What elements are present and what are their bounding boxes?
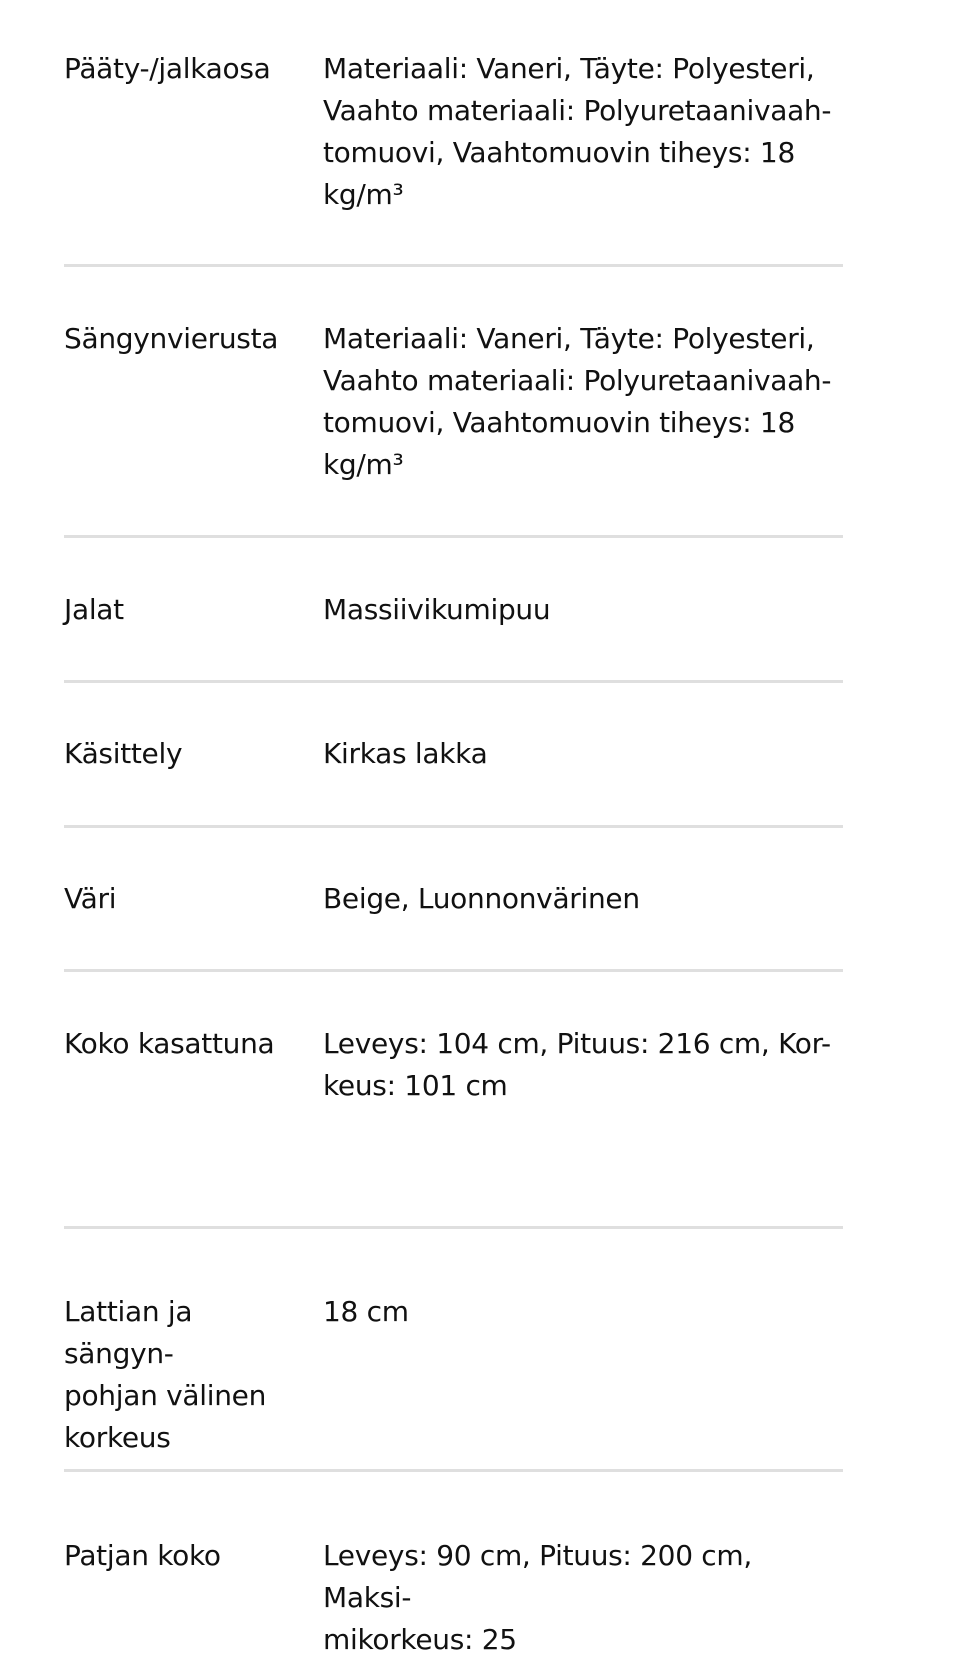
spec-value-line: mikorkeus: 25 [323,1623,517,1656]
spec-value [323,878,843,920]
spec-label: Pääty-/jalkaosa [64,52,271,85]
spec-value-line: Materiaali: Vaneri, Täyte: Polyesteri, [323,322,815,355]
spec-value-line: tomuovi, Vaahtomuovin tiheys: 18 [323,406,795,439]
spec-value [323,1535,843,1661]
spec-value-line: Leveys: 104 cm, Pituus: 216 cm, Kor- [323,1027,831,1060]
spec-label-line: korkeus [64,1421,171,1454]
spec-label: Käsittely [64,737,183,770]
divider [64,1469,843,1472]
spec-value-line: kg/m³ [323,448,404,481]
spec-value-line: Beige, Luonnonvärinen [323,882,640,915]
spec-value-line: tomuovi, Vaahtomuovin tiheys: 18 [323,136,795,169]
spec-value-line: Leveys: 90 cm, Pituus: 200 cm, Maksi- [323,1539,752,1614]
spec-label: Sängynvierusta [64,322,279,355]
spec-value [323,1023,843,1107]
spec-value [323,733,843,775]
spec-value [323,1291,843,1333]
spec-value-line: kg/m³ [323,178,404,211]
divider [64,264,843,267]
spec-value [323,318,843,486]
spec-value-line: Massiivikumipuu [323,593,551,626]
divider [64,1226,843,1229]
spec-value-line: keus: 101 cm [323,1069,508,1102]
spec-label: Jalat [64,593,124,626]
spec-value [323,589,843,631]
spec-label: Patjan koko [64,1539,221,1572]
divider [64,969,843,972]
spec-label [64,1291,309,1459]
spec-value-line: 18 cm [323,1295,409,1328]
spec-label: Väri [64,882,117,915]
spec-value-line: Vaahto materiaali: Polyuretaanivaah- [323,364,832,397]
spec-value-line: Kirkas lakka [323,737,488,770]
divider [64,825,843,828]
spec-label-line: pohjan välinen [64,1379,267,1412]
spec-value [323,48,843,216]
spec-value-line: Vaahto materiaali: Polyuretaanivaah- [323,94,832,127]
spec-label: Koko kasattuna [64,1027,275,1060]
divider [64,680,843,683]
spec-value-line: Materiaali: Vaneri, Täyte: Polyesteri, [323,52,815,85]
spec-label-line: Lattian ja sängyn- [64,1295,193,1370]
divider [64,535,843,538]
